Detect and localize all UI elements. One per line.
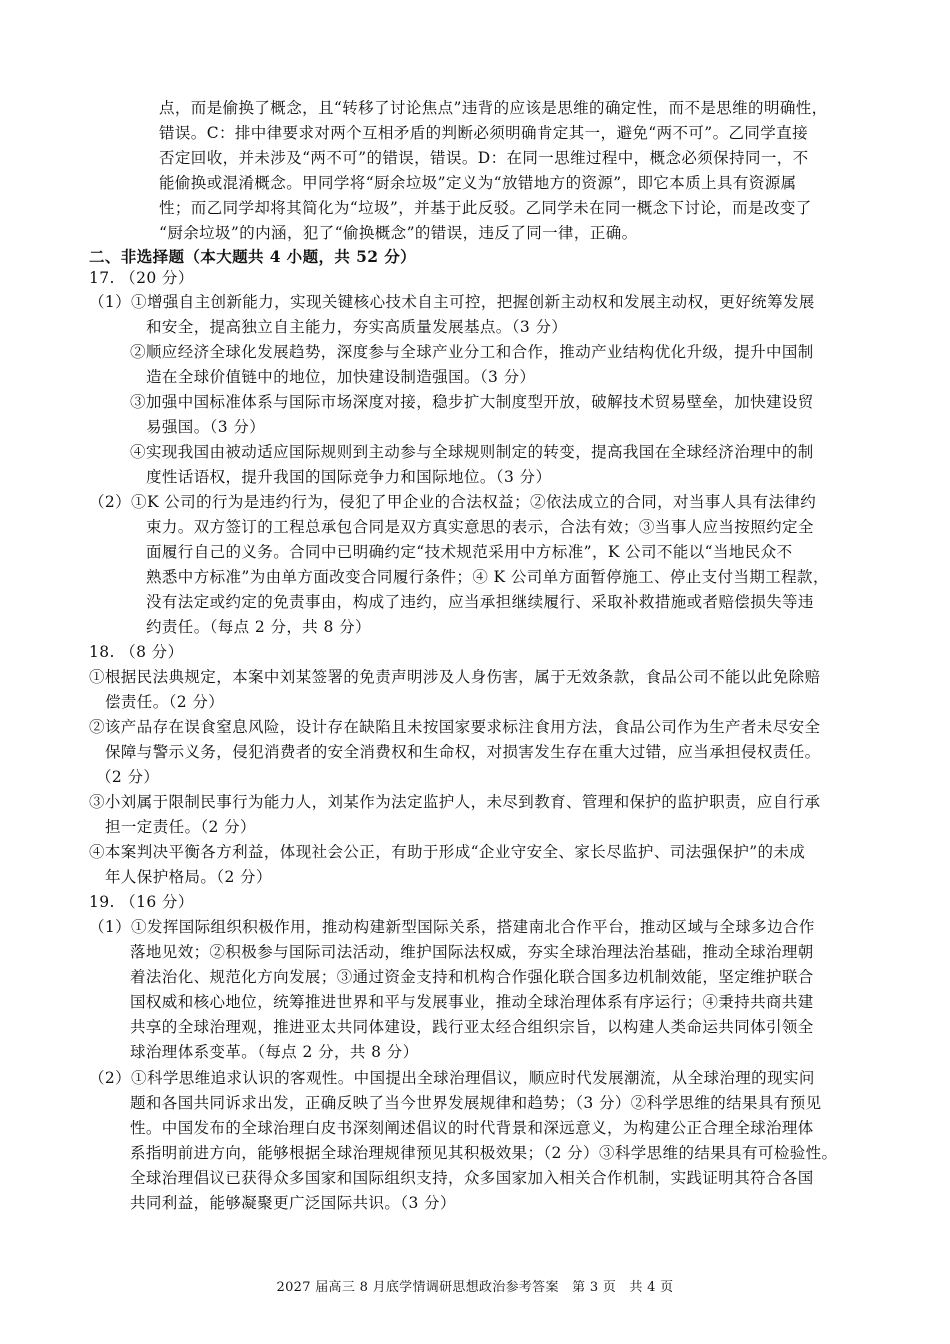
- intro-line: 否定回收，并未涉及“两不可”的错误，错误。D：在同一思维过程中，概念必须保持同一，不: [159, 149, 809, 167]
- q19-part1-line: 球治理体系变革。（每点 2 分，共 8 分）: [130, 1043, 419, 1061]
- question-18-heading: 18. （8 分）: [89, 643, 184, 661]
- q17-part1-line: ③加强中国标准体系与国际市场深度对接，稳步扩大制度型开放，破解技术贸易壁垒，加快建设贸: [130, 393, 814, 411]
- section-heading: 二、非选择题（本大题共 4 小题，共 52 分）: [89, 247, 417, 266]
- q19-part2-line: 题和各国共同诉求出发，正确反映了当今世界发展规律和趋势；（3 分）②科学思维的结果具有预见: [130, 1094, 822, 1112]
- q17-part2-line: 约责任。（每点 2 分，共 8 分）: [146, 618, 371, 636]
- q19-part1-line: （1）①发挥国际组织积极作用，推动构建新型国际关系，搭建南北合作平台，推动区域与全球多边合作: [89, 918, 815, 936]
- q19-part1-line: 国权威和核心地位，统筹推进世界和平与发展事业，推动全球治理体系有序运行；④秉持共商共建: [130, 993, 814, 1011]
- q17-part1-line: 造在全球价值链中的地位，加快建设制造强国。（3 分）: [146, 368, 536, 386]
- q17-part1-line: （1）①增强自主创新能力，实现关键核心技术自主可控，把握创新主动权和发展主动权，更好统筹发展: [89, 293, 815, 311]
- q18-line: ④本案判决平衡各方利益，体现社会公正，有助于形成“企业守安全、家长尽监护、司法强保护”的未成: [89, 843, 806, 861]
- intro-line: 性；而乙同学却将其简化为“垃圾”，并基于此反驳。乙同学未在同一概念下讨论，而是改变了: [159, 199, 812, 217]
- q19-part1-line: 着法治化、规范化方向发展；③通过资金支持和机构合作强化联合国多边机制效能，坚定维护联合: [130, 968, 814, 986]
- q17-part2-line: （2）①K 公司的行为是违约行为，侵犯了甲企业的合法权益；②依法成立的合同，对当事人具有法律约: [89, 493, 817, 511]
- q17-part2-line: 熟悉中方标准”为由单方面改变合同履行条件；④ K 公司单方面暂停施工、停止支付当期工程款，: [146, 568, 829, 586]
- q18-line: 年人保护格局。（2 分）: [105, 868, 272, 886]
- q17-part2-line: 束力。双方签订的工程总承包合同是双方真实意思的表示，合法有效；③当事人应当按照约定全: [146, 518, 814, 536]
- q19-part1-line: 落地见效；②积极参与国际司法活动，维护国际法权威，夯实全球治理法治基础，推动全球治理朝: [130, 943, 814, 961]
- q17-part2-line: 没有法定或约定的免责事由，构成了违约，应当承担继续履行、采取补救措施或者赔偿损失等违: [146, 593, 814, 611]
- q19-part2-line: 性。中国发布的全球治理白皮书深刻阐述倡议的时代背景和深远意义，为构建公正合理全球治理体: [130, 1119, 814, 1137]
- q18-line: 保障与警示义务，侵犯消费者的安全消费权和生命权，对损害发生存在重大过错，应当承担侵权责任。: [105, 743, 821, 761]
- q17-part1-line: 和安全，提高独立自主能力，夯实高质量发展基点。（3 分）: [146, 318, 568, 336]
- question-17-heading: 17. （20 分）: [89, 269, 194, 287]
- q19-part2-line: 全球治理倡议已获得众多国家和国际组织支持，众多国家加入相关合作机制，实践证明其符合各国: [130, 1169, 814, 1187]
- q17-part1-line: ④实现我国由被动适应国际规则到主动参与全球规则制定的转变，提高我国在全球经济治理中的制: [130, 443, 814, 461]
- q18-line: ①根据民法典规定，本案中刘某签署的免责声明涉及人身伤害，属于无效条款，食品公司不能以此免除赔: [89, 668, 821, 686]
- q17-part1-line: 度性话语权，提升我国的国际竞争力和国际地位。（3 分）: [146, 468, 552, 486]
- q19-part2-line: 系指明前进方向，能够根据全球治理规律预见其积极效果；（2 分）③科学思维的结果具有可检验性。: [130, 1144, 838, 1162]
- q19-part2-line: （2）①科学思维追求认识的客观性。中国提出全球治理倡议，顺应时代发展潮流，从全球治理的现实问: [89, 1069, 815, 1087]
- intro-line: 能偷换或混淆概念。甲同学将“厨余垃圾”定义为“放错地方的资源”，即它本质上具有资源属: [159, 174, 797, 192]
- intro-line: 错误。C：排中律要求对两个互相矛盾的判断必须明确肯定其一，避免“两不可”。乙同学直接: [159, 124, 809, 142]
- q17-part2-line: 面履行自己的义务。合同中已明确约定“技术规范采用中方标准”，K 公司不能以“当地民众不: [146, 543, 793, 561]
- q18-line: ③小刘属于限制民事行为能力人，刘某作为法定监护人，未尽到教育、管理和保护的监护职责，应自行承: [89, 793, 821, 811]
- q18-line: 担一定责任。（2 分）: [105, 818, 256, 836]
- q19-part2-line: 共同利益，能够凝聚更广泛国际共识。（3 分）: [130, 1194, 456, 1212]
- intro-line: “厨余垃圾”的内涵，犯了“偷换概念”的错误，违反了同一律，正确。: [159, 224, 638, 242]
- question-19-heading: 19. （16 分）: [89, 893, 194, 911]
- q17-part1-line: ②顺应经济全球化发展趋势，深度参与全球产业分工和合作，推动产业结构优化升级，提升中国制: [130, 343, 814, 361]
- q18-line: ②该产品存在误食窒息风险，设计存在缺陷且未按国家要求标注食用方法，食品公司作为生产者未尽安全: [89, 718, 821, 736]
- q18-line: 偿责任。（2 分）: [105, 693, 225, 711]
- q17-part1-line: 易强国。（3 分）: [146, 418, 266, 436]
- intro-line: 点，而是偷换了概念，且“转移了讨论焦点”违背的应该是思维的确定性，而不是思维的明确性，: [159, 99, 828, 117]
- q18-line: （2 分）: [96, 768, 160, 786]
- q19-part1-line: 共享的全球治理观，推进亚太共同体建设，践行亚太经合组织宗旨，以构建人类命运共同体引领全: [130, 1018, 814, 1036]
- page-footer: 2027 届高三 8 月底学情调研思想政治参考答案 第 3 页 共 4 页: [276, 1280, 674, 1295]
